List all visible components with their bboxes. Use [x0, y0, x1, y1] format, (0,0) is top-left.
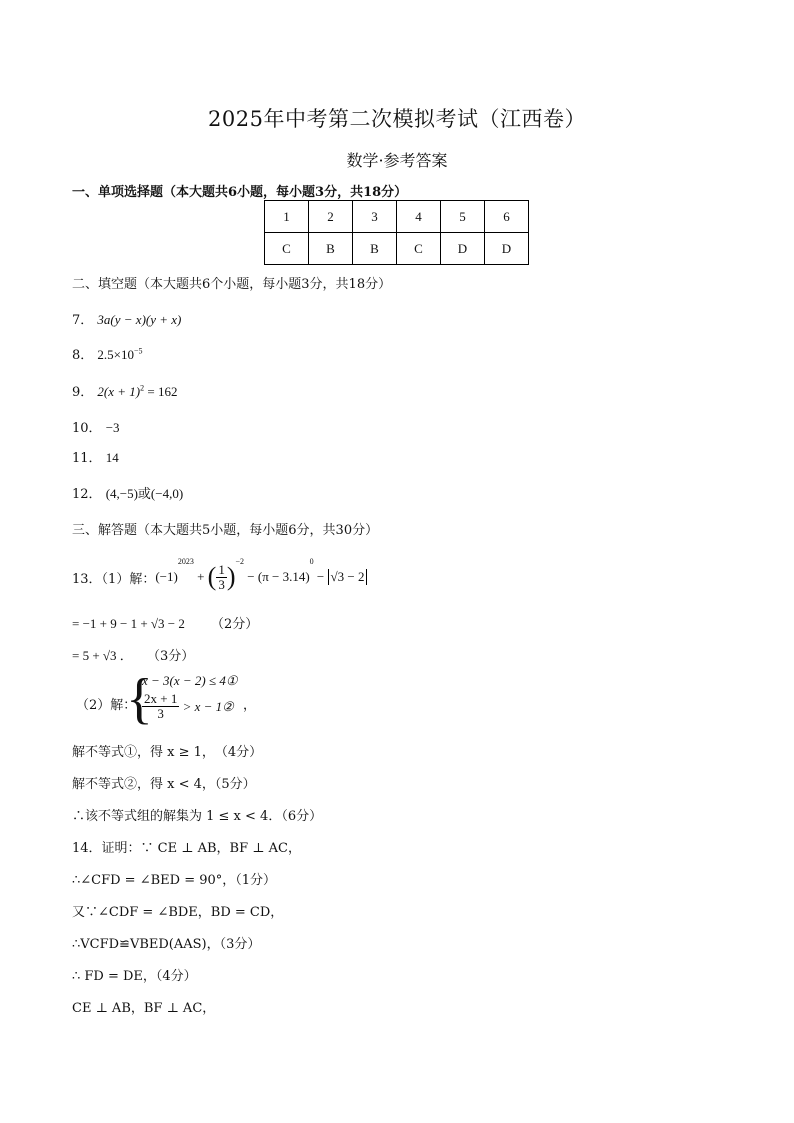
operator: − [313, 569, 328, 584]
answer-expression: 2.5×10 [97, 347, 135, 362]
paren: ( [207, 562, 217, 591]
table-cell: D [485, 233, 529, 265]
table-cell: C [397, 233, 441, 265]
question-number: 7． [72, 313, 94, 328]
exponent: 2 [140, 383, 145, 393]
question-number: 8． [72, 348, 94, 363]
brace-icon: { [126, 668, 153, 730]
exponent: −2 [235, 557, 245, 566]
step-expression: = 5 + √3 ． [72, 648, 133, 663]
q13-part2-label: （2）解： [76, 698, 137, 713]
table-cell: 3 [353, 201, 397, 233]
term: (−1) [155, 569, 178, 584]
question-number: 12． [72, 487, 102, 502]
question-label: 13．（1）解： [72, 571, 156, 587]
table-cell: B [353, 233, 397, 265]
section3-heading: 三、解答题（本大题共5小题，每小题6分，共30分） [72, 523, 379, 538]
table-cell: 4 [397, 201, 441, 233]
page-subtitle: 数学·参考答案 [346, 151, 448, 170]
inequality-2 [142, 692, 234, 721]
q14-line-1: 14．证明：∵ CE ⊥ AB，BF ⊥ AC， [72, 841, 301, 856]
answer-7 [72, 309, 181, 328]
answer-12 [72, 483, 183, 502]
q13-step1 [72, 613, 258, 632]
term: − (π − 3.14) [244, 569, 310, 584]
numerator: 1 [218, 561, 225, 577]
section1-heading: 一、单项选择题（本大题共6小题，每小题3分，共18分） [72, 185, 408, 200]
step-expression: = −1 + 9 − 1 + √3 − 2 [72, 616, 185, 631]
answer-table [264, 200, 529, 265]
absolute-value: √3 − 2 [328, 569, 368, 585]
table-cell: D [441, 233, 485, 265]
paren: ) [226, 562, 236, 591]
inequality-1 [142, 673, 238, 689]
answer-expression: (4,−5)或(−4,0) [105, 486, 184, 501]
table-cell: C [265, 233, 309, 265]
comma: ， [243, 698, 257, 713]
answer-expression: 14 [105, 450, 119, 465]
q14-line-3: 又∵∠CDF = ∠BDE，BD = CD， [72, 905, 284, 920]
q13-solution-1: 解不等式①，得 x ≥ 1， （4分） [72, 745, 263, 760]
table-cell: 5 [441, 201, 485, 233]
numerator: 2x + 1 [144, 691, 178, 706]
table-cell: 1 [265, 201, 309, 233]
answer-expression: 2(x + 1) [97, 384, 141, 399]
answer-9 [72, 381, 177, 400]
score-note: （2分） [211, 617, 259, 632]
answer-10 [72, 417, 120, 436]
answer-8 [72, 344, 143, 363]
answer-table-numbers-row [265, 201, 529, 233]
question-number: 9． [72, 385, 94, 400]
q14-line-4: ∴VCFD≌VBED(AAS)，（3分） [72, 937, 261, 952]
q13-solution-2: 解不等式②，得 x < 4，（5分） [72, 777, 256, 792]
inequality-expression: > x − 1② [179, 698, 234, 714]
answer-table-answers-row [265, 233, 529, 265]
q13-part1-problem [72, 557, 367, 597]
q14-line-2: ∴∠CFD = ∠BED = 90°，（1分） [72, 873, 277, 888]
inequality-expression: x − 3(x − 2) ≤ 4① [142, 673, 238, 688]
page-title: 2025年中考第二次模拟考试（江西卷） [208, 107, 586, 131]
denominator: 3 [218, 576, 225, 592]
q13-solution-3: ∴该不等式组的解集为 1 ≤ x < 4．（6分） [72, 809, 323, 824]
table-cell: 2 [309, 201, 353, 233]
fraction [142, 692, 179, 721]
denominator: 3 [157, 706, 164, 721]
q14-line-5: ∴ FD = DE，（4分） [72, 969, 197, 984]
section2-heading: 二、填空题（本大题共6个小题，每小题3分，共18分） [72, 277, 392, 292]
table-cell: B [309, 233, 353, 265]
q14-line-6: CE ⊥ AB，BF ⊥ AC， [72, 1001, 216, 1016]
answer-expression-right: = 162 [144, 384, 178, 399]
answer-11 [72, 447, 119, 466]
answer-expression: −3 [105, 420, 120, 435]
answer-expression: 3a(y − x)(y + x) [97, 312, 182, 327]
score-note: （3分） [146, 649, 195, 664]
operator: + [193, 569, 208, 584]
exponent: −5 [134, 346, 143, 356]
q13-step2 [72, 645, 194, 664]
question-number: 11． [72, 451, 102, 466]
table-cell: 6 [485, 201, 529, 233]
exponent: 0 [309, 557, 314, 566]
question-number: 10． [72, 421, 102, 436]
exponent: 2023 [177, 557, 194, 566]
fraction [216, 563, 227, 592]
